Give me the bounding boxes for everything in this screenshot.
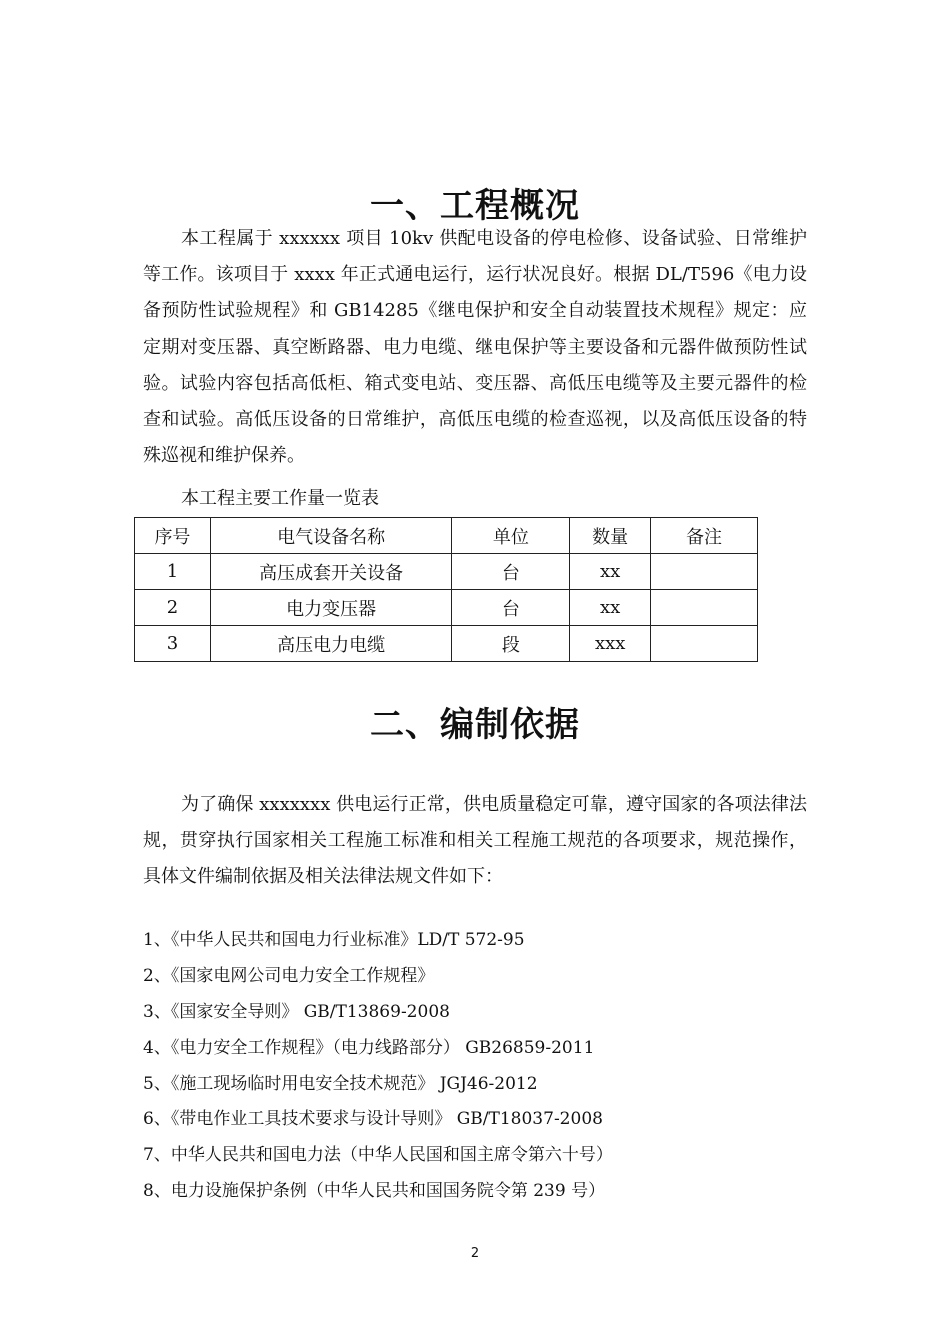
table-row <box>135 626 758 662</box>
list-item: 8、电力设施保护条例（中华人民共和国国务院令第 239 号） <box>143 1181 606 1202</box>
table-cell: xx <box>570 590 651 626</box>
page-number: 2 <box>470 1246 480 1261</box>
header-cell: 电气设备名称 <box>210 518 452 554</box>
table-cell: 台 <box>452 590 570 626</box>
table-cell: 台 <box>452 554 570 590</box>
header-cell: 备注 <box>651 518 758 554</box>
table-cell <box>651 626 758 662</box>
header-cell: 数量 <box>570 518 651 554</box>
table-row <box>135 554 758 590</box>
list-item: 5、《施工现场临时用电安全技术规范》 JGJ46-2012 <box>143 1073 538 1094</box>
table-cell: 高压电力电缆 <box>210 626 452 662</box>
list-item: 7、中华人民共和国电力法（中华人民国和国主席令第六十号） <box>143 1145 613 1166</box>
header-cell: 单位 <box>452 518 570 554</box>
table-cell <box>651 590 758 626</box>
table-cell: xx <box>570 554 651 590</box>
table-cell: 3 <box>135 626 211 662</box>
table-cell: 2 <box>135 590 211 626</box>
reference-list <box>143 927 613 1214</box>
basis-paragraph: 为了确保 xxxxxxx 供电运行正常，供电质量稳定可靠，遵守国家的各项法律法规，贯穿执行国家相关工程施工标准和相关工程施工规范的各项要求，规范操作，具体文件编制依据及相关法律法规文件如下： <box>143 794 807 888</box>
workload-table <box>134 517 758 662</box>
table-row <box>135 590 758 626</box>
table-caption: 本工程主要工作量一览表 <box>181 488 379 509</box>
table-cell: 高压成套开关设备 <box>210 554 452 590</box>
overview-paragraph: 本工程属于 xxxxxx 项目 10kv 供配电设备的停电检修、设备试验、日常维护等工作。该项目于 xxxx 年正式通电运行，运行状况良好。根据 DL/T596《电力设备预防性试验规程》和 GB14285《继电保护和安全自动装置技术规程》规定：应定期对变压器、真空断路器、电力电缆、继电保护等主要设备和元器件做预防性试验。试验内容包括高低柜、箱式变电站、变压器、高低压电缆等及主要元器件的检查和试验。高低压设备的日常维护，高低压电缆的检查巡视，以及高低压设备的特殊巡视和维护保养。 <box>143 228 807 467</box>
list-item: 6、《带电作业工具技术要求与设计导则》 GB/T18037-2008 <box>143 1109 603 1130</box>
list-item: 4、《电力安全工作规程》（电力线路部分） GB26859-2011 <box>143 1037 595 1058</box>
section-title-overview: 一、工程概况 <box>370 186 580 226</box>
table-cell <box>651 554 758 590</box>
table-cell: 段 <box>452 626 570 662</box>
list-item: 2、《国家电网公司电力安全工作规程》 <box>143 965 435 986</box>
header-cell: 序号 <box>135 518 211 554</box>
table-cell: 1 <box>135 554 211 590</box>
section-title-basis: 二、编制依据 <box>370 705 580 745</box>
list-item: 3、《国家安全导则》 GB/T13869-2008 <box>143 1001 450 1022</box>
list-item: 1、《中华人民共和国电力行业标准》LD/T 572-95 <box>143 930 525 950</box>
table-header-row <box>135 518 758 554</box>
table-cell: 电力变压器 <box>210 590 452 626</box>
table-cell: xxx <box>570 626 651 662</box>
